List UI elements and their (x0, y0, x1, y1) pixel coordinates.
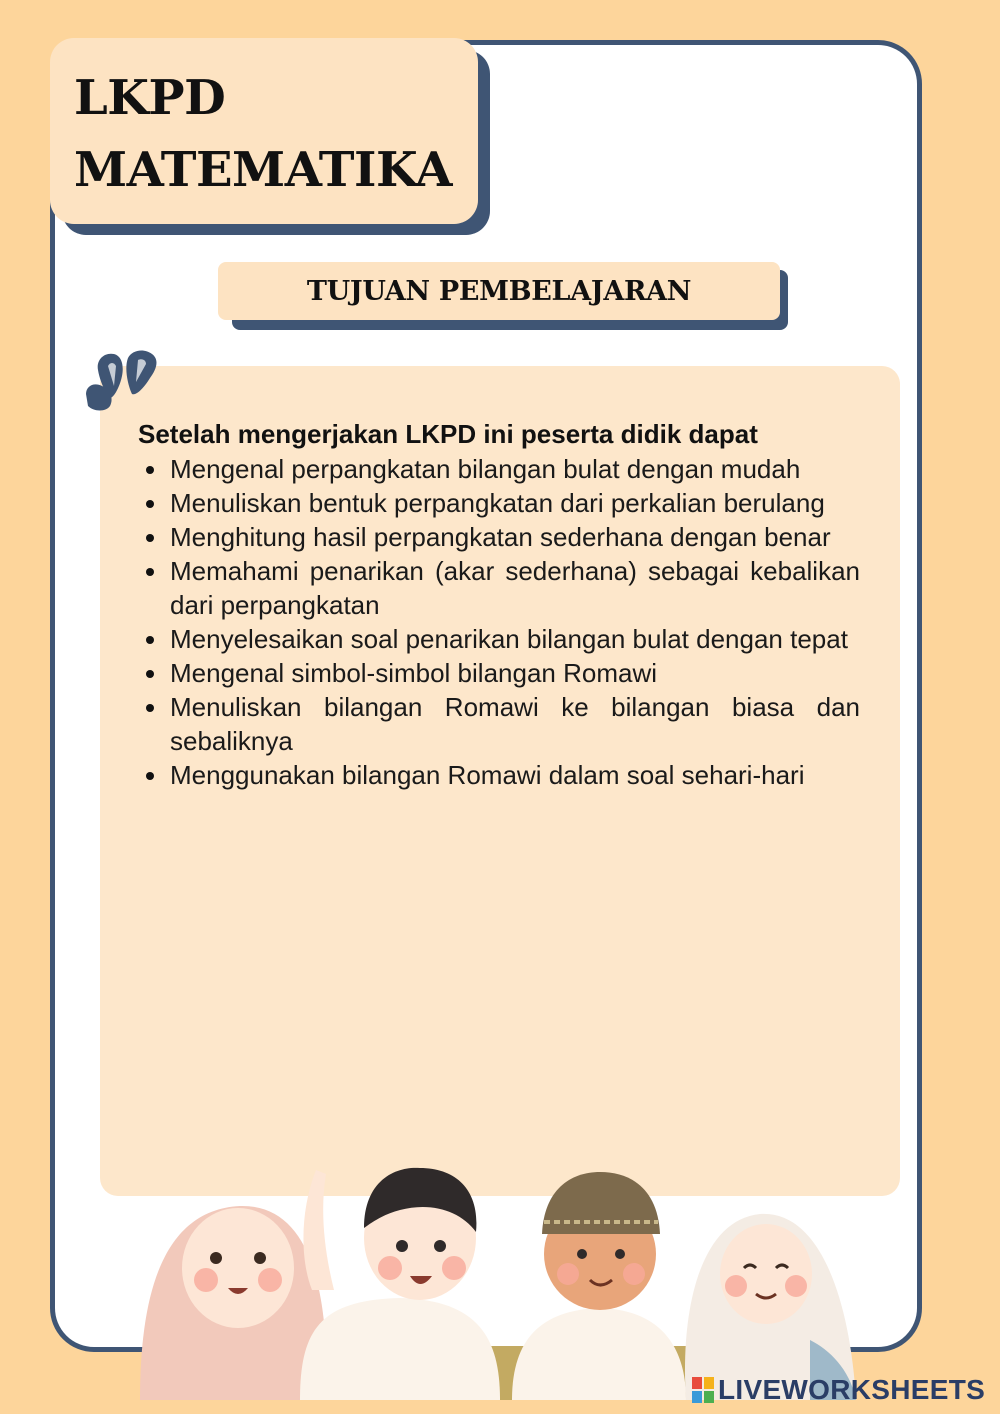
liveworksheets-logo-icon (692, 1377, 714, 1403)
title-box (50, 38, 478, 224)
goal-item: Menuliskan bentuk perpangkatan dari perkalian berulang (138, 486, 860, 520)
sparkle-accent-icon (80, 346, 170, 420)
goal-item: Memahami penarikan (akar sederhana) sebagai kebalikan dari perpangkatan (138, 554, 860, 622)
title-line-1: LKPD (74, 70, 226, 126)
goal-item: Menghitung hasil perpangkatan sederhana dengan benar (138, 520, 860, 554)
goal-item: Mengenal simbol-simbol bilangan Romawi (138, 656, 860, 690)
title-line-2: MATEMATIKA (74, 142, 452, 198)
watermark-text: LIVEWORKSHEETS (718, 1374, 986, 1405)
goal-item: Menyelesaikan soal penarikan bilangan bulat dengan tepat (138, 622, 860, 656)
subtitle-box (218, 262, 780, 320)
goals-intro: Setelah mengerjakan LKPD ini peserta didik dapat (138, 419, 758, 449)
liveworksheets-watermark (692, 1374, 985, 1406)
goals-list (138, 452, 860, 792)
subtitle: TUJUAN PEMBELAJARAN (306, 275, 692, 307)
learning-goals-panel (100, 366, 900, 1196)
goal-item: Menggunakan bilangan Romawi dalam soal sehari-hari (138, 758, 860, 792)
goal-item: Menuliskan bilangan Romawi ke bilangan biasa dan sebaliknya (138, 690, 860, 758)
goal-item: Mengenal perpangkatan bilangan bulat dengan mudah (138, 452, 860, 486)
children-illustration (120, 1150, 860, 1400)
